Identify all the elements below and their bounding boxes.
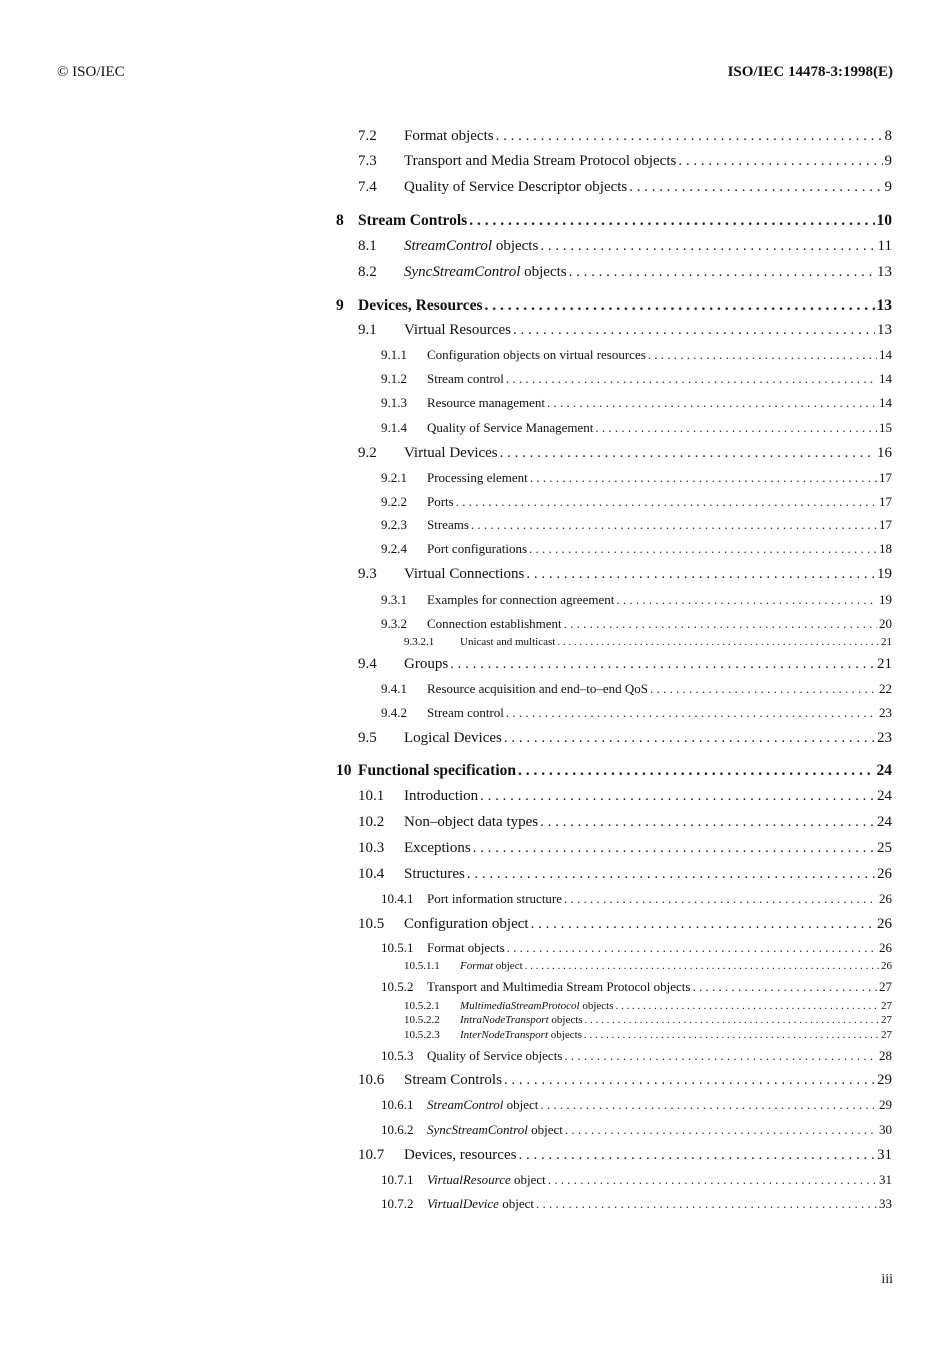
toc-leader-dots xyxy=(504,1072,875,1089)
toc-entry-number: 10.5.3 xyxy=(381,1048,414,1063)
toc-entry-title-text: Virtual Resources xyxy=(404,322,511,338)
toc-entry-number: 7.3 xyxy=(358,153,377,169)
toc-leader-dots xyxy=(540,814,875,831)
toc-entry-page: 26 xyxy=(879,891,892,906)
toc-entry[interactable] xyxy=(358,153,892,170)
toc-leader-dots xyxy=(678,153,882,170)
toc-leader-dots xyxy=(471,517,877,533)
toc-leader-dots xyxy=(548,1172,877,1188)
toc-entry-title xyxy=(427,1097,538,1113)
toc-entry-title xyxy=(427,517,469,533)
toc-entry[interactable] xyxy=(336,762,892,780)
toc-entry-number: 10.6 xyxy=(358,1072,385,1088)
toc-leader-dots xyxy=(518,762,874,780)
toc-leader-dots xyxy=(595,420,877,436)
toc-entry[interactable] xyxy=(381,420,892,436)
toc-leader-dots xyxy=(473,840,875,857)
toc-entry-title xyxy=(460,636,555,648)
toc-leader-dots xyxy=(518,1147,875,1164)
toc-leader-dots xyxy=(506,705,877,721)
toc-entry-page: 23 xyxy=(879,705,892,720)
toc-entry-title-text: Format objects xyxy=(404,128,494,144)
toc-entry-title-text: object xyxy=(498,1196,534,1211)
toc-entry-title-text: Port configurations xyxy=(427,541,528,556)
toc-entry[interactable] xyxy=(381,541,892,557)
toc-entry-page: 24 xyxy=(877,788,892,804)
toc-entry[interactable] xyxy=(358,445,892,462)
toc-entry-number: 10.5.2.1 xyxy=(404,1000,440,1012)
toc-entry-page: 17 xyxy=(879,470,892,485)
toc-entry[interactable] xyxy=(404,636,892,648)
toc-entry-title xyxy=(427,616,562,632)
toc-entry[interactable] xyxy=(381,940,892,956)
toc-leader-dots xyxy=(504,730,875,747)
toc-entry-title xyxy=(427,347,646,363)
toc-leader-dots xyxy=(456,494,877,510)
toc-entry[interactable] xyxy=(381,1196,892,1212)
toc-entry-number: 10.7.2 xyxy=(381,1196,414,1211)
toc-entry[interactable] xyxy=(404,1014,892,1026)
toc-entry-title-text: Unicast and multicast xyxy=(460,636,556,648)
toc-entry-title-text: object xyxy=(503,1097,539,1112)
toc-entry-page: 26 xyxy=(877,916,892,932)
toc-entry-number: 10.4.1 xyxy=(381,891,414,906)
toc-entry-number: 9.2.4 xyxy=(381,541,407,556)
toc-entry-title xyxy=(427,371,504,387)
toc-entry[interactable] xyxy=(358,238,892,255)
toc-entry[interactable] xyxy=(381,371,892,387)
toc-entry-title xyxy=(427,470,528,486)
toc-entry-title-text: Stream Controls xyxy=(358,212,468,229)
toc-entry-title-italic: SyncStreamControl xyxy=(427,1122,528,1137)
toc-leader-dots xyxy=(616,592,877,608)
toc-leader-dots xyxy=(565,1122,877,1138)
toc-entry-title-text: Devices, Resources xyxy=(358,297,483,314)
toc-entry-title xyxy=(404,656,448,673)
toc-entry-page: 22 xyxy=(879,681,892,696)
toc-entry[interactable] xyxy=(381,616,892,632)
toc-entry-title xyxy=(404,730,502,747)
toc-leader-dots xyxy=(507,940,877,956)
toc-entry-title-text: Examples for connection agreement xyxy=(427,592,615,607)
toc-entry-page: 21 xyxy=(877,656,892,672)
toc-entry-title-text: Processing element xyxy=(427,470,528,485)
toc-entry-number: 9.1.2 xyxy=(381,371,407,386)
toc-entry[interactable] xyxy=(404,1000,892,1012)
toc-entry-title xyxy=(404,445,498,462)
toc-entry[interactable] xyxy=(381,470,892,486)
toc-entry-title-text: Virtual Connections xyxy=(404,566,525,582)
toc-leader-dots xyxy=(485,297,875,315)
toc-entry-page: 13 xyxy=(877,322,892,338)
toc-entry-title-italic: InterNodeTransport xyxy=(460,1029,549,1041)
toc-entry-number: 9.3.2 xyxy=(381,616,407,631)
toc-entry-title xyxy=(427,891,562,907)
toc-leader-dots xyxy=(692,979,877,995)
toc-entry-page: 19 xyxy=(879,592,892,607)
toc-entry-title xyxy=(404,264,567,281)
toc-entry[interactable] xyxy=(381,347,892,363)
toc-entry-number: 10.7 xyxy=(358,1147,385,1163)
toc-entry-title xyxy=(404,1072,502,1089)
toc-entry-title xyxy=(358,762,516,780)
toc-leader-dots xyxy=(536,1196,877,1212)
toc-entry-title-text: objects xyxy=(492,238,539,254)
toc-entry-title-italic: IntraNodeTransport xyxy=(460,1014,549,1026)
toc-entry-number: 10.5.1.1 xyxy=(404,960,440,972)
toc-leader-dots xyxy=(506,371,877,387)
toc-entry[interactable] xyxy=(404,960,892,972)
toc-entry-title xyxy=(404,179,627,196)
toc-entry-title-text: Ports xyxy=(427,494,454,509)
toc-entry-title-text: Quality of Service objects xyxy=(427,1048,563,1063)
toc-entry-page: 8 xyxy=(884,128,892,144)
toc-entry-number: 10.5.2.2 xyxy=(404,1014,440,1026)
toc-leader-dots xyxy=(615,1000,879,1012)
toc-entry-title xyxy=(404,840,471,857)
toc-entry-number: 9.1.3 xyxy=(381,395,407,410)
toc-entry-number: 9.4.1 xyxy=(381,681,407,696)
toc-entry-title-text: object xyxy=(493,960,523,972)
toc-entry-page: 27 xyxy=(879,979,892,994)
toc-entry-number: 10.1 xyxy=(358,788,385,804)
toc-entry[interactable] xyxy=(381,891,892,907)
toc-entry[interactable] xyxy=(381,592,892,608)
toc-leader-dots xyxy=(650,681,877,697)
toc-entry-title-text: Devices, resources xyxy=(404,1147,517,1163)
toc-entry-title-text: Connection establishment xyxy=(427,616,562,631)
toc-leader-dots xyxy=(480,788,875,805)
toc-entry[interactable] xyxy=(358,566,892,583)
toc-entry-title-italic: VirtualResource xyxy=(427,1172,511,1187)
toc-entry-title-text: Exceptions xyxy=(404,840,471,856)
toc-entry-title xyxy=(427,1048,562,1064)
toc-entry-title xyxy=(427,979,690,995)
toc-entry-title-text: Quality of Service Management xyxy=(427,420,594,435)
toc-entry-title xyxy=(460,1029,582,1041)
toc-entry-title xyxy=(404,566,524,583)
toc-leader-dots xyxy=(526,566,875,583)
toc-entry-number: 8.2 xyxy=(358,264,377,280)
toc-leader-dots xyxy=(564,891,877,907)
toc-entry[interactable] xyxy=(336,212,892,230)
toc-entry-title-text: Virtual Devices xyxy=(404,445,498,461)
toc-entry-page: 29 xyxy=(879,1097,892,1112)
toc-entry-title xyxy=(404,866,465,883)
toc-entry-title-italic: VirtualDevice xyxy=(427,1196,499,1211)
toc-entry-page: 25 xyxy=(877,840,892,856)
toc-entry-title xyxy=(404,128,494,145)
toc-entry-title xyxy=(404,916,529,933)
toc-entry-title-text: objects xyxy=(548,1029,582,1041)
toc-entry-title-italic: StreamControl xyxy=(404,238,493,254)
toc-entry[interactable] xyxy=(358,814,892,831)
toc-entry-title xyxy=(427,592,614,608)
toc-entry-page: 13 xyxy=(876,297,892,314)
toc-entry-title-text: Introduction xyxy=(404,788,479,804)
toc-entry-title xyxy=(460,960,523,972)
toc-leader-dots xyxy=(629,179,882,196)
toc-entry-page: 17 xyxy=(879,494,892,509)
header-copyright: © ISO/IEC xyxy=(57,64,125,80)
toc-entry-title-text: Stream Controls xyxy=(404,1072,502,1088)
toc-entry-title-text: Configuration object xyxy=(404,916,529,932)
toc-entry-page: 17 xyxy=(879,517,892,532)
page-number: iii xyxy=(881,1272,893,1287)
toc-entry[interactable] xyxy=(381,1172,892,1188)
toc-entry-number: 9.3.2.1 xyxy=(404,636,435,648)
toc-entry-page: 26 xyxy=(881,960,892,972)
toc-entry-number: 10.7.1 xyxy=(381,1172,414,1187)
toc-entry-title xyxy=(404,322,511,339)
header-standard-number: ISO/IEC 14478-3:1998(E) xyxy=(727,64,893,80)
toc-entry[interactable] xyxy=(404,1029,892,1041)
toc-entry[interactable] xyxy=(358,1072,892,1089)
toc-entry-title xyxy=(427,395,545,411)
toc-leader-dots xyxy=(564,616,877,632)
toc-entry[interactable] xyxy=(381,1097,892,1113)
toc-entry[interactable] xyxy=(381,517,892,533)
toc-entry-page: 18 xyxy=(879,541,892,556)
toc-entry-title-text: Functional specification xyxy=(358,762,517,779)
toc-entry-page: 24 xyxy=(877,814,892,830)
toc-entry-number: 10 xyxy=(336,762,352,779)
toc-entry-page: 27 xyxy=(881,1029,892,1041)
toc-entry-number: 9.2.1 xyxy=(381,470,407,485)
toc-leader-dots xyxy=(547,395,877,411)
toc-entry-number: 9.1 xyxy=(358,322,377,338)
toc-entry-page: 28 xyxy=(879,1048,892,1063)
toc-entry[interactable] xyxy=(358,128,892,145)
toc-entry-title-text: object xyxy=(527,1122,563,1137)
toc-entry-page: 9 xyxy=(884,179,892,195)
toc-entry-number: 9.2 xyxy=(358,445,377,461)
toc-entry-title xyxy=(404,238,538,255)
toc-leader-dots xyxy=(530,470,877,486)
toc-entry-number: 10.4 xyxy=(358,866,385,882)
toc-leader-dots xyxy=(648,347,877,363)
toc-entry-title xyxy=(404,814,538,831)
toc-entry[interactable] xyxy=(381,1122,892,1138)
toc-entry-number: 9.3 xyxy=(358,566,377,582)
toc-entry-title-text: Port information structure xyxy=(427,891,563,906)
toc-entry-number: 10.5 xyxy=(358,916,385,932)
toc-entry-title-text: Resource management xyxy=(427,395,546,410)
toc-entry-page: 19 xyxy=(877,566,892,582)
toc-entry[interactable] xyxy=(336,297,892,315)
toc-entry-page: 31 xyxy=(877,1147,892,1163)
toc-leader-dots xyxy=(585,1014,879,1026)
toc-leader-dots xyxy=(540,1097,877,1113)
toc-entry-page: 31 xyxy=(879,1172,892,1187)
toc-entry-number: 10.5.1 xyxy=(381,940,414,955)
toc-entry-title xyxy=(427,1196,534,1212)
toc-entry-number: 7.2 xyxy=(358,128,377,144)
toc-entry-title-text: Transport and Media Stream Protocol objects xyxy=(404,153,677,169)
toc-entry-title xyxy=(358,297,483,315)
toc-entry-number: 10.6.1 xyxy=(381,1097,414,1112)
toc-entry[interactable] xyxy=(358,916,892,933)
toc-entry-title-text: Streams xyxy=(427,517,469,532)
toc-entry-title xyxy=(404,788,478,805)
toc-entry-page: 14 xyxy=(879,347,892,362)
toc-entry-number: 10.6.2 xyxy=(381,1122,414,1137)
toc-entry-page: 15 xyxy=(879,420,892,435)
toc-entry[interactable] xyxy=(358,788,892,805)
toc-entry-title-italic: Format xyxy=(460,960,493,972)
toc-leader-dots xyxy=(469,212,874,230)
toc-entry-title-text: Configuration objects on virtual resources xyxy=(427,347,646,362)
toc-leader-dots xyxy=(564,1048,877,1064)
toc-entry[interactable] xyxy=(381,979,892,995)
toc-entry-title xyxy=(460,1000,613,1012)
toc-entry-title-text: object xyxy=(510,1172,546,1187)
toc-entry-title-text: Stream control xyxy=(427,705,504,720)
toc-entry-page: 33 xyxy=(879,1196,892,1211)
toc-entry-page: 11 xyxy=(877,238,892,254)
toc-entry-number: 9.2.3 xyxy=(381,517,407,532)
toc-entry-title xyxy=(358,212,467,230)
toc-entry-page: 10 xyxy=(876,212,892,229)
toc-entry-title xyxy=(427,940,505,956)
toc-entry-title xyxy=(427,1172,546,1188)
toc-entry-page: 26 xyxy=(879,940,892,955)
toc-entry-title-text: Resource acquisition and end–to–end QoS xyxy=(427,681,648,696)
toc-entry[interactable] xyxy=(358,730,892,747)
toc-entry-page: 24 xyxy=(876,762,892,779)
toc-entry-title-italic: StreamControl xyxy=(427,1097,504,1112)
toc-leader-dots xyxy=(500,445,875,462)
toc-entry-title-text: Quality of Service Descriptor objects xyxy=(404,179,628,195)
toc-entry-title xyxy=(427,1122,563,1138)
toc-leader-dots xyxy=(584,1029,879,1041)
toc-leader-dots xyxy=(569,264,875,281)
toc-entry[interactable] xyxy=(381,705,892,721)
toc-leader-dots xyxy=(525,960,879,972)
toc-entry-number: 9.4.2 xyxy=(381,705,407,720)
toc-entry-page: 29 xyxy=(877,1072,892,1088)
toc-entry-number: 9.4 xyxy=(358,656,377,672)
toc-entry-page: 30 xyxy=(879,1122,892,1137)
toc-entry-title-text: objects xyxy=(548,1014,583,1026)
toc-entry-page: 27 xyxy=(881,1000,892,1012)
toc-entry-number: 9.1.4 xyxy=(381,420,407,435)
toc-entry-title-italic: SyncStreamControl xyxy=(404,264,521,280)
toc-leader-dots xyxy=(467,866,875,883)
toc-entry[interactable] xyxy=(358,264,892,281)
toc-entry[interactable] xyxy=(358,1147,892,1164)
toc-entry[interactable] xyxy=(381,494,892,510)
toc-entry[interactable] xyxy=(358,840,892,857)
toc-entry-page: 14 xyxy=(879,395,892,410)
toc-entry-title-text: Format objects xyxy=(427,940,505,955)
toc-entry-page: 20 xyxy=(879,616,892,631)
toc-entry[interactable] xyxy=(381,681,892,697)
toc-entry[interactable] xyxy=(381,395,892,411)
toc-entry[interactable] xyxy=(381,1048,892,1064)
toc-entry-title-text: Stream control xyxy=(427,371,504,386)
toc-entry-title-text: Structures xyxy=(404,866,465,882)
toc-entry-title-text: Non–object data types xyxy=(404,814,539,830)
toc-entry-page: 27 xyxy=(881,1014,892,1026)
toc-entry-title xyxy=(404,153,676,170)
toc-entry-number: 8 xyxy=(336,212,344,229)
toc-leader-dots xyxy=(450,656,875,673)
toc-entry-page: 9 xyxy=(884,153,892,169)
toc-entry-title-text: Logical Devices xyxy=(404,730,502,746)
toc-entry-number: 10.2 xyxy=(358,814,385,830)
toc-entry-title xyxy=(460,1014,583,1026)
toc-entry[interactable] xyxy=(358,322,892,339)
toc-entry-title xyxy=(427,541,527,557)
toc-entry-title xyxy=(427,681,648,697)
toc-entry-title xyxy=(427,420,593,436)
toc-entry-number: 9 xyxy=(336,297,344,314)
toc-leader-dots xyxy=(529,541,877,557)
toc-leader-dots xyxy=(496,128,883,145)
toc-entry-number: 9.1.1 xyxy=(381,347,407,362)
toc-entry-title-italic: MultimediaStreamProtocol xyxy=(460,1000,580,1012)
toc-entry[interactable] xyxy=(358,866,892,883)
toc-entry-title-text: objects xyxy=(579,1000,614,1012)
toc-entry-title-text: Transport and Multimedia Stream Protocol objects xyxy=(427,979,691,994)
toc-entry[interactable] xyxy=(358,656,892,673)
toc-entry-number: 8.1 xyxy=(358,238,377,254)
toc-entry-number: 10.5.2.3 xyxy=(404,1029,440,1041)
toc-entry-title xyxy=(427,705,504,721)
toc-entry-page: 23 xyxy=(877,730,892,746)
toc-leader-dots xyxy=(540,238,875,255)
toc-leader-dots xyxy=(557,636,879,648)
toc-entry-number: 7.4 xyxy=(358,179,377,195)
toc-entry-page: 13 xyxy=(877,264,892,280)
toc-entry-title xyxy=(427,494,454,510)
toc-leader-dots xyxy=(531,916,875,933)
toc-leader-dots xyxy=(513,322,875,339)
toc-entry-title-text: Groups xyxy=(404,656,449,672)
toc-entry-number: 10.3 xyxy=(358,840,385,856)
toc-entry-page: 21 xyxy=(881,636,892,648)
toc-entry-page: 26 xyxy=(877,866,892,882)
toc-entry-number: 9.5 xyxy=(358,730,377,746)
toc-entry-title-text: objects xyxy=(520,264,567,280)
toc-entry-number: 9.3.1 xyxy=(381,592,407,607)
toc-entry[interactable] xyxy=(358,179,892,196)
toc-entry-page: 16 xyxy=(877,445,892,461)
toc-entry-number: 10.5.2 xyxy=(381,979,414,994)
toc-entry-title xyxy=(404,1147,516,1164)
toc-entry-number: 9.2.2 xyxy=(381,494,407,509)
toc-entry-page: 14 xyxy=(879,371,892,386)
